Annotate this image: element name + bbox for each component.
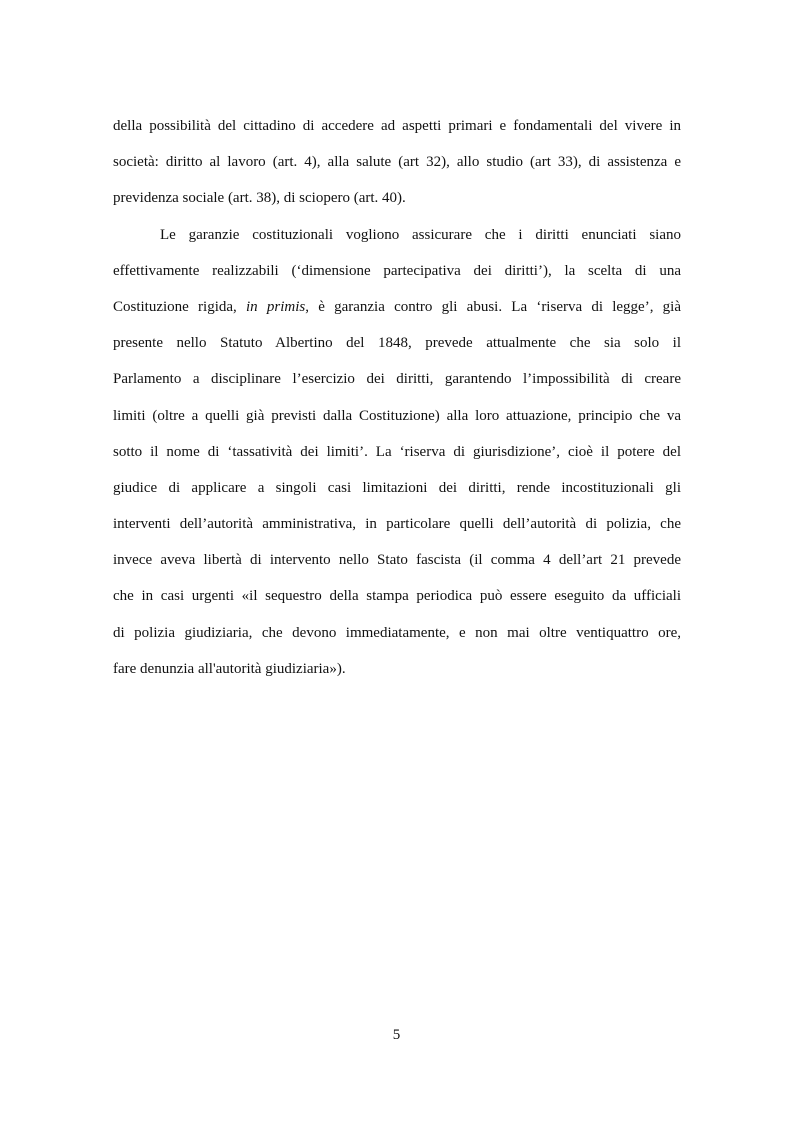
- body-text: [113, 108, 681, 687]
- text-line: previdenza sociale (art. 38), di sciopero (art. 40).: [113, 190, 406, 207]
- text-line: effettivamente realizzabili (‘dimensione partecipativa dei diritti’), la scelta di una: [113, 262, 681, 279]
- text-line: interventi dell’autorità amministrativa, in particolare quelli dell’autorità di polizia, che: [113, 516, 681, 533]
- text-line: Parlamento a disciplinare l’esercizio dei diritti, garantendo l’impossibilità di creare: [113, 371, 681, 388]
- text-line: di polizia giudiziaria, che devono immediatamente, e non mai oltre ventiquattro ore,: [113, 624, 681, 641]
- text-line: presente nello Statuto Albertino del 1848, prevede attualmente che sia solo il: [113, 335, 681, 352]
- text-line: limiti (oltre a quelli già previsti dalla Costituzione) alla loro attuazione, principio che va: [113, 407, 681, 424]
- italic-phrase: in primis: [246, 298, 306, 315]
- text-line: sotto il nome di ‘tassatività dei limiti’. La ‘riserva di giurisdizione’, cioè il potere del: [113, 443, 681, 460]
- text-line: Le garanzie costituzionali vogliono assicurare che i diritti enunciati siano: [160, 226, 681, 243]
- text-line: fare denunzia all'autorità giudiziaria»).: [113, 660, 346, 677]
- text-line: giudice di applicare a singoli casi limitazioni dei diritti, rende incostituzionali gli: [113, 479, 681, 496]
- text-line: società: diritto al lavoro (art. 4), alla salute (art 32), allo studio (art 33), di assistenza e: [113, 154, 681, 171]
- text-line: della possibilità del cittadino di accedere ad aspetti primari e fondamentali del vivere in: [113, 118, 681, 134]
- text-segment: , è garanzia contro gli abusi. La ‘riserva di legge’, già: [305, 298, 681, 315]
- text-segment: Costituzione rigida,: [113, 298, 246, 315]
- text-line: che in casi urgenti «il sequestro della stampa periodica può essere eseguito da ufficiali: [113, 588, 681, 605]
- page-number: 5: [392, 1027, 401, 1043]
- text-line: invece aveva libertà di intervento nello Stato fascista (il comma 4 dell’art 21 prevede: [113, 552, 681, 569]
- text-line: [113, 289, 681, 325]
